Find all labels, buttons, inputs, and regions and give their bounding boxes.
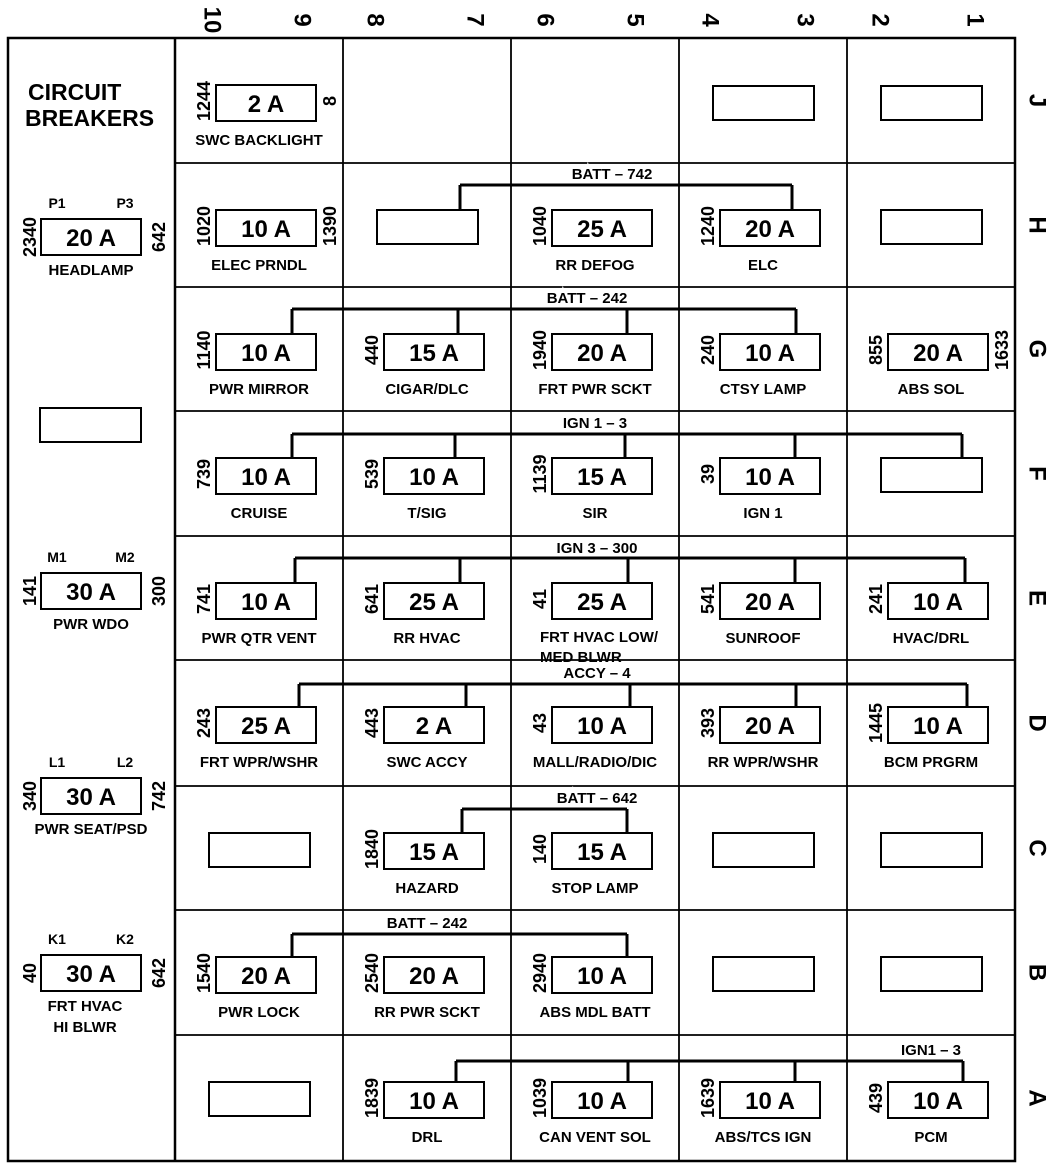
row-letter: E xyxy=(1023,589,1051,607)
fuse-circuit-number: 39 xyxy=(698,463,718,485)
fuse-A5 xyxy=(866,1082,988,1146)
bus-label: IGN 3 – 300 xyxy=(556,540,638,557)
fuse-circuit-number: 2540 xyxy=(362,952,382,994)
fuse-D5 xyxy=(866,703,988,771)
fuse-circuit-number: 8 xyxy=(320,95,340,107)
fuse-C3 xyxy=(530,833,652,897)
breaker-pwr-seat xyxy=(20,754,169,838)
breakers-title: BREAKERS xyxy=(25,105,155,131)
fuse-F3 xyxy=(530,454,652,522)
fuse-B5 xyxy=(881,957,982,991)
fuse-name: DRL xyxy=(411,1129,443,1146)
fuse-rating: 25 A xyxy=(409,589,459,616)
breaker-pwr-wdo xyxy=(20,549,169,633)
fuse-name: FRT WPR/WSHR xyxy=(199,754,319,771)
fuse-rating: 20 A xyxy=(745,589,795,616)
fuse-H2 xyxy=(377,210,478,244)
fuse-rating: 15 A xyxy=(577,839,627,866)
fuse-name: RR WPR/WSHR xyxy=(707,754,819,771)
fuse-rating: 10 A xyxy=(577,963,627,990)
fuse-H3 xyxy=(530,206,652,274)
column-number: 10 xyxy=(198,6,226,34)
fuse-circuit-number: 443 xyxy=(362,707,382,739)
fuse-F4 xyxy=(698,458,820,522)
fuse-J5 xyxy=(881,86,982,120)
bus-bar xyxy=(460,166,792,210)
fuse-rating: 10 A xyxy=(745,1088,795,1115)
fuse-circuit-number: 1390 xyxy=(320,205,340,247)
fuse-circuit-number: 1639 xyxy=(698,1077,718,1119)
fuse-circuit-number: 440 xyxy=(362,334,382,366)
breaker-terminal: K2 xyxy=(116,931,134,947)
breaker-name: FRT HVAC xyxy=(47,998,123,1015)
fuse-name: CTSY LAMP xyxy=(719,381,807,398)
fuse-name: HAZARD xyxy=(395,880,459,897)
fuse-rating: 25 A xyxy=(241,713,291,740)
fuse-circuit-number: 439 xyxy=(866,1082,886,1114)
fuse-circuit-number: 641 xyxy=(362,583,382,615)
fuse-circuit-number: 1139 xyxy=(530,454,550,494)
empty-fuse-slot xyxy=(209,1082,310,1116)
breaker-circuit-number: 141 xyxy=(20,575,40,607)
empty-fuse-slot xyxy=(377,210,478,244)
breaker-terminal: M2 xyxy=(115,549,135,565)
breaker-name: HI BLWR xyxy=(53,1019,117,1036)
fuse-C2 xyxy=(362,829,484,897)
column-number: 3 xyxy=(791,13,819,27)
fuse-circuit-number: 1039 xyxy=(530,1077,550,1119)
bus-bar xyxy=(295,540,965,584)
breaker-rating: 30 A xyxy=(66,579,116,606)
fuse-name: CRUISE xyxy=(230,505,288,522)
bus-label: IGN 1 – 3 xyxy=(562,415,628,432)
fuse-name: IGN 1 xyxy=(743,505,783,522)
breaker-circuit-number: 340 xyxy=(20,780,40,812)
fuse-rating: 10 A xyxy=(241,589,291,616)
fuse-rating: 25 A xyxy=(577,216,627,243)
breaker-name: PWR SEAT/PSD xyxy=(34,821,148,838)
fuse-name: RR DEFOG xyxy=(555,257,635,274)
row-letter: C xyxy=(1023,839,1051,857)
fuse-circuit-number: 240 xyxy=(698,334,718,366)
fuse-circuit-number: 1244 xyxy=(194,80,214,122)
column-number: 9 xyxy=(288,13,316,27)
fuse-G2 xyxy=(362,334,484,398)
bus-label: IGN1 – 3 xyxy=(900,1042,962,1059)
fuse-rating: 10 A xyxy=(745,340,795,367)
fuse-C4 xyxy=(713,833,814,867)
fuse-name: FRT HVAC LOW/ xyxy=(540,629,659,646)
fuse-name: SWC ACCY xyxy=(386,754,468,771)
fuse-G3 xyxy=(530,330,652,398)
fuse-name: CAN VENT SOL xyxy=(539,1129,651,1146)
fuse-E3 xyxy=(530,583,659,666)
fuse-F2 xyxy=(362,458,484,522)
fuse-circuit-number: 140 xyxy=(530,833,550,865)
fuse-rating: 20 A xyxy=(745,216,795,243)
fuse-B1 xyxy=(194,953,316,1021)
fuse-circuit-number: 1540 xyxy=(194,952,214,994)
column-number: 2 xyxy=(866,13,894,27)
fuse-rating: 25 A xyxy=(577,589,627,616)
fuse-D3 xyxy=(530,707,657,771)
bus-bar xyxy=(456,1042,963,1084)
fuse-A1 xyxy=(209,1082,310,1116)
fuse-rating: 10 A xyxy=(409,464,459,491)
empty-fuse-slot xyxy=(881,957,982,991)
bus-label: BATT – 742 xyxy=(571,166,653,183)
fuse-rating: 15 A xyxy=(577,464,627,491)
breaker-rating: 30 A xyxy=(66,784,116,811)
fuse-name: ABS MDL BATT xyxy=(539,1004,651,1021)
fuse-rating: 15 A xyxy=(409,839,459,866)
fuse-F5 xyxy=(881,458,982,492)
breaker-circuit-number: 2340 xyxy=(20,216,40,258)
column-number: 4 xyxy=(696,13,724,27)
column-number: 7 xyxy=(461,13,489,27)
breaker-name: PWR WDO xyxy=(53,616,129,633)
fuse-E1 xyxy=(194,583,317,647)
fuse-circuit-number: 43 xyxy=(530,712,550,734)
bus-label: BATT – 242 xyxy=(386,915,468,932)
empty-fuse-slot xyxy=(713,957,814,991)
fuse-A3 xyxy=(530,1078,652,1146)
fuse-C1 xyxy=(209,833,310,867)
fuse-rating: 10 A xyxy=(409,1088,459,1115)
empty-fuse-slot xyxy=(713,833,814,867)
fuse-name: HVAC/DRL xyxy=(892,630,970,647)
fuse-rating: 10 A xyxy=(913,1088,963,1115)
breaker-headlamp xyxy=(20,195,169,279)
row-letter: G xyxy=(1023,339,1051,359)
fuse-circuit-number: 541 xyxy=(698,583,718,615)
column-number: 5 xyxy=(621,13,649,27)
breaker-rating: 30 A xyxy=(66,961,116,988)
fuse-circuit-number: 393 xyxy=(698,707,718,739)
fuse-name: CIGAR/DLC xyxy=(385,381,469,398)
fuse-B4 xyxy=(713,957,814,991)
fuse-rating: 10 A xyxy=(241,216,291,243)
fuse-name: MED BLWR xyxy=(540,649,622,666)
fuse-circuit-number: 1020 xyxy=(194,205,214,247)
fuse-B2 xyxy=(362,953,484,1021)
fuse-G5 xyxy=(866,330,1012,398)
bus-bar xyxy=(462,790,637,834)
fuse-rating: 20 A xyxy=(913,340,963,367)
fuse-rating: 15 A xyxy=(409,340,459,367)
fuse-H4 xyxy=(698,206,820,274)
fuse-name: SIR xyxy=(582,505,608,522)
breaker-rating: 20 A xyxy=(66,225,116,252)
empty-fuse-slot xyxy=(881,86,982,120)
fuse-name: ELEC PRNDL xyxy=(211,257,307,274)
fuse-circuit-number: 1040 xyxy=(530,205,550,247)
row-letter: B xyxy=(1023,963,1051,982)
fuse-rating: 10 A xyxy=(241,340,291,367)
breaker-circuit-number: 742 xyxy=(149,780,169,812)
fuse-rating: 2 A xyxy=(415,713,453,740)
fuse-J1 xyxy=(194,81,340,149)
fuse-name: SWC BACKLIGHT xyxy=(195,132,323,149)
fuse-circuit-number: 1839 xyxy=(362,1077,382,1119)
fuse-J4 xyxy=(713,86,814,120)
fuse-E5 xyxy=(866,583,988,647)
fuse-name: ABS SOL xyxy=(897,381,965,398)
empty-breaker-slot xyxy=(40,408,141,442)
fuse-circuit-number: 1240 xyxy=(698,205,718,247)
fuse-H1 xyxy=(194,206,340,274)
fuse-name: RR PWR SCKT xyxy=(374,1004,480,1021)
fuse-circuit-number: 539 xyxy=(362,458,382,490)
fuse-rating: 10 A xyxy=(577,713,627,740)
fuse-name: FRT PWR SCKT xyxy=(538,381,652,398)
breaker-circuit-number: 642 xyxy=(149,957,169,989)
fuse-G4 xyxy=(698,334,820,398)
fuse-A4 xyxy=(698,1078,820,1146)
breaker-frt-hvac xyxy=(20,931,169,1036)
breaker-terminal: L2 xyxy=(116,754,134,770)
empty-fuse-slot xyxy=(881,210,982,244)
fuse-B3 xyxy=(530,953,652,1021)
fuse-circuit-number: 855 xyxy=(866,334,886,366)
fuse-circuit-number: 1940 xyxy=(530,329,550,371)
breaker-terminal: P3 xyxy=(116,195,134,211)
fuse-rating: 10 A xyxy=(577,1088,627,1115)
fuse-E2 xyxy=(362,583,484,647)
fuse-rating: 20 A xyxy=(577,340,627,367)
fuse-G1 xyxy=(194,330,316,398)
fuse-name: ABS/TCS IGN xyxy=(714,1129,812,1146)
bus-bar xyxy=(299,665,967,709)
bus-label: ACCY – 4 xyxy=(563,665,631,682)
fuse-name: PWR QTR VENT xyxy=(201,630,317,647)
breaker-terminal: K1 xyxy=(48,931,66,947)
breaker-circuit-number: 300 xyxy=(149,575,169,607)
fuse-name: PWR MIRROR xyxy=(209,381,309,398)
breaker-empty xyxy=(40,408,141,442)
bus-bar xyxy=(292,290,796,335)
fuse-circuit-number: 2940 xyxy=(530,952,550,994)
breakers-title: CIRCUIT xyxy=(28,79,122,105)
empty-fuse-slot xyxy=(209,833,310,867)
fuse-circuit-number: 241 xyxy=(866,583,886,615)
breaker-circuit-number: 40 xyxy=(20,962,40,984)
fuse-name: SUNROOF xyxy=(725,630,801,647)
row-letter: A xyxy=(1023,1089,1051,1107)
column-number: 6 xyxy=(531,13,559,27)
fuse-name: PCM xyxy=(914,1129,948,1146)
fuse-name: T/SIG xyxy=(407,505,447,522)
empty-fuse-slot xyxy=(881,458,982,492)
row-letter: H xyxy=(1023,216,1051,234)
row-letter: F xyxy=(1023,466,1051,481)
row-letter: J xyxy=(1023,93,1051,108)
fuse-name: BCM PRGRM xyxy=(883,754,979,771)
fuse-rating: 10 A xyxy=(913,713,963,740)
breaker-terminal: P1 xyxy=(48,195,66,211)
breaker-name: HEADLAMP xyxy=(48,262,134,279)
fuse-rating: 20 A xyxy=(241,963,291,990)
breaker-terminal: M1 xyxy=(47,549,67,565)
fuse-name: RR HVAC xyxy=(393,630,461,647)
empty-fuse-slot xyxy=(881,833,982,867)
fuse-A2 xyxy=(362,1078,484,1146)
fuse-rating: 20 A xyxy=(745,713,795,740)
fuse-name: MALL/RADIO/DIC xyxy=(532,754,658,771)
fuse-name: STOP LAMP xyxy=(551,880,639,897)
fuse-rating: 10 A xyxy=(241,464,291,491)
fuse-circuit-number: 741 xyxy=(194,583,214,615)
fuse-circuit-number: 243 xyxy=(194,707,214,739)
fuse-D1 xyxy=(194,707,318,771)
fuse-H5 xyxy=(881,210,982,244)
fuse-circuit-number: 1633 xyxy=(992,329,1012,371)
column-number: 8 xyxy=(361,13,389,27)
fuse-rating: 2 A xyxy=(247,91,285,118)
fuse-circuit-number: 739 xyxy=(194,458,214,490)
fuse-D2 xyxy=(362,707,484,771)
fuse-rating: 10 A xyxy=(913,589,963,616)
fuse-E4 xyxy=(698,583,820,647)
fuse-circuit-number: 41 xyxy=(530,588,550,610)
fuse-circuit-number: 1840 xyxy=(362,828,382,870)
fuse-name: PWR LOCK xyxy=(218,1004,300,1021)
fuse-circuit-number: 1140 xyxy=(194,330,214,370)
empty-fuse-slot xyxy=(713,86,814,120)
fuse-F1 xyxy=(194,458,316,522)
fuse-rating: 20 A xyxy=(409,963,459,990)
row-letter: D xyxy=(1023,714,1051,732)
fuse-D4 xyxy=(698,707,820,771)
bus-bar xyxy=(292,415,962,460)
fuse-C5 xyxy=(881,833,982,867)
breaker-terminal: L1 xyxy=(48,754,66,770)
fuse-name: ELC xyxy=(748,257,778,274)
column-number: 1 xyxy=(961,13,989,27)
bus-label: BATT – 642 xyxy=(556,790,638,807)
fuse-rating: 10 A xyxy=(745,464,795,491)
fuse-circuit-number: 1445 xyxy=(866,702,886,744)
bus-label: BATT – 242 xyxy=(546,290,628,307)
breaker-circuit-number: 642 xyxy=(149,221,169,253)
